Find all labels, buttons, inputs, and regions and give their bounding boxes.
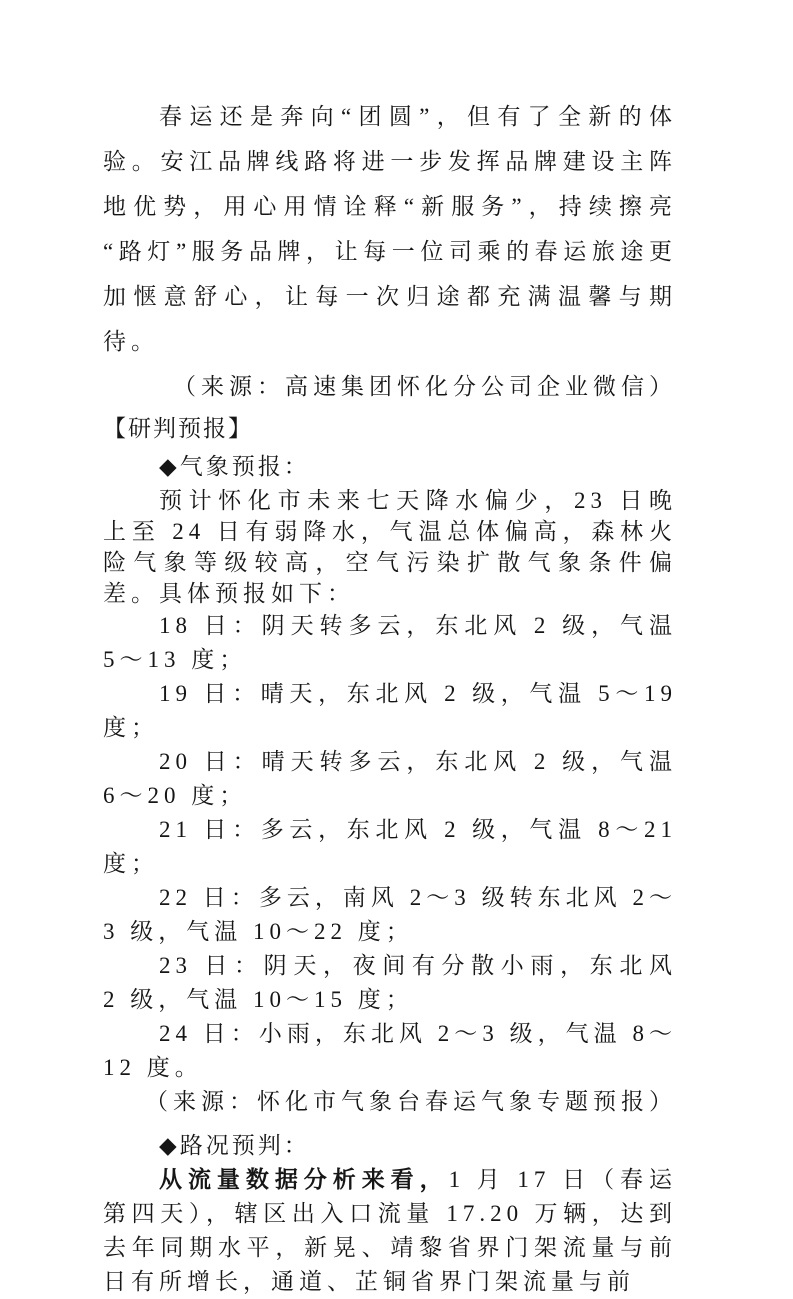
traffic-body-text: 1 月 17 日（春运第四天），辖区出入口流量 17.20 万辆，达到去年同期水平，新晃、靖黎省界门架流量与前日有所增长，通道、芷铜省界门架流量与前 xyxy=(103,1167,678,1294)
traffic-lead-bold-text: 从流量数据分析来看， xyxy=(159,1167,449,1192)
source-line-company-wechat: （来源：高速集团怀化分公司企业微信） xyxy=(173,374,677,399)
forecast-line-day20: 20 日：晴天转多云，东北风 2 级，气温 6～20 度； xyxy=(103,749,677,808)
forecast-line-day22: 22 日：多云，南风 2～3 级转东北风 2～3 级，气温 10～22 度； xyxy=(103,885,677,944)
section-header-forecast: 【研判预报】 xyxy=(103,415,253,441)
traffic-paragraph xyxy=(103,1163,677,1299)
intro-paragraph: 春运还是奔向“团圆”，但有了全新的体验。安江品牌线路将进一步发挥品牌建设主阵地优势，用心用情诠释“新服务”，持续擦亮“路灯”服务品牌，让每一位司乘的春运旅途更加惬意舒心，让每一次归途都充满温馨与期待。 xyxy=(103,104,677,354)
forecast-line-day18: 18 日：阴天转多云，东北风 2 级，气温 5～13 度； xyxy=(103,613,677,672)
forecast-line-day23: 23 日：阴天，夜间有分散小雨，东北风 2 级，气温 10～15 度； xyxy=(103,953,677,1012)
weather-intro-paragraph: 预计怀化市未来七天降水偏少，23 日晚上至 24 日有弱降水，气温总体偏高，森林火险气象等级较高，空气污染扩散气象条件偏差。具体预报如下： xyxy=(103,488,677,606)
source-line-meteorological: （来源：怀化市气象台春运气象专题预报） xyxy=(145,1089,677,1114)
forecast-line-day19: 19 日：晴天，东北风 2 级，气温 5～19 度； xyxy=(103,681,677,740)
forecast-line-day24: 24 日：小雨，东北风 2～3 级，气温 8～12 度。 xyxy=(103,1021,677,1080)
forecast-line-day21: 21 日：多云，东北风 2 级，气温 8～21 度； xyxy=(103,817,677,876)
traffic-forecast-heading: ◆路况预判： xyxy=(159,1132,310,1158)
weather-forecast-heading: ◆气象预报： xyxy=(159,453,310,479)
